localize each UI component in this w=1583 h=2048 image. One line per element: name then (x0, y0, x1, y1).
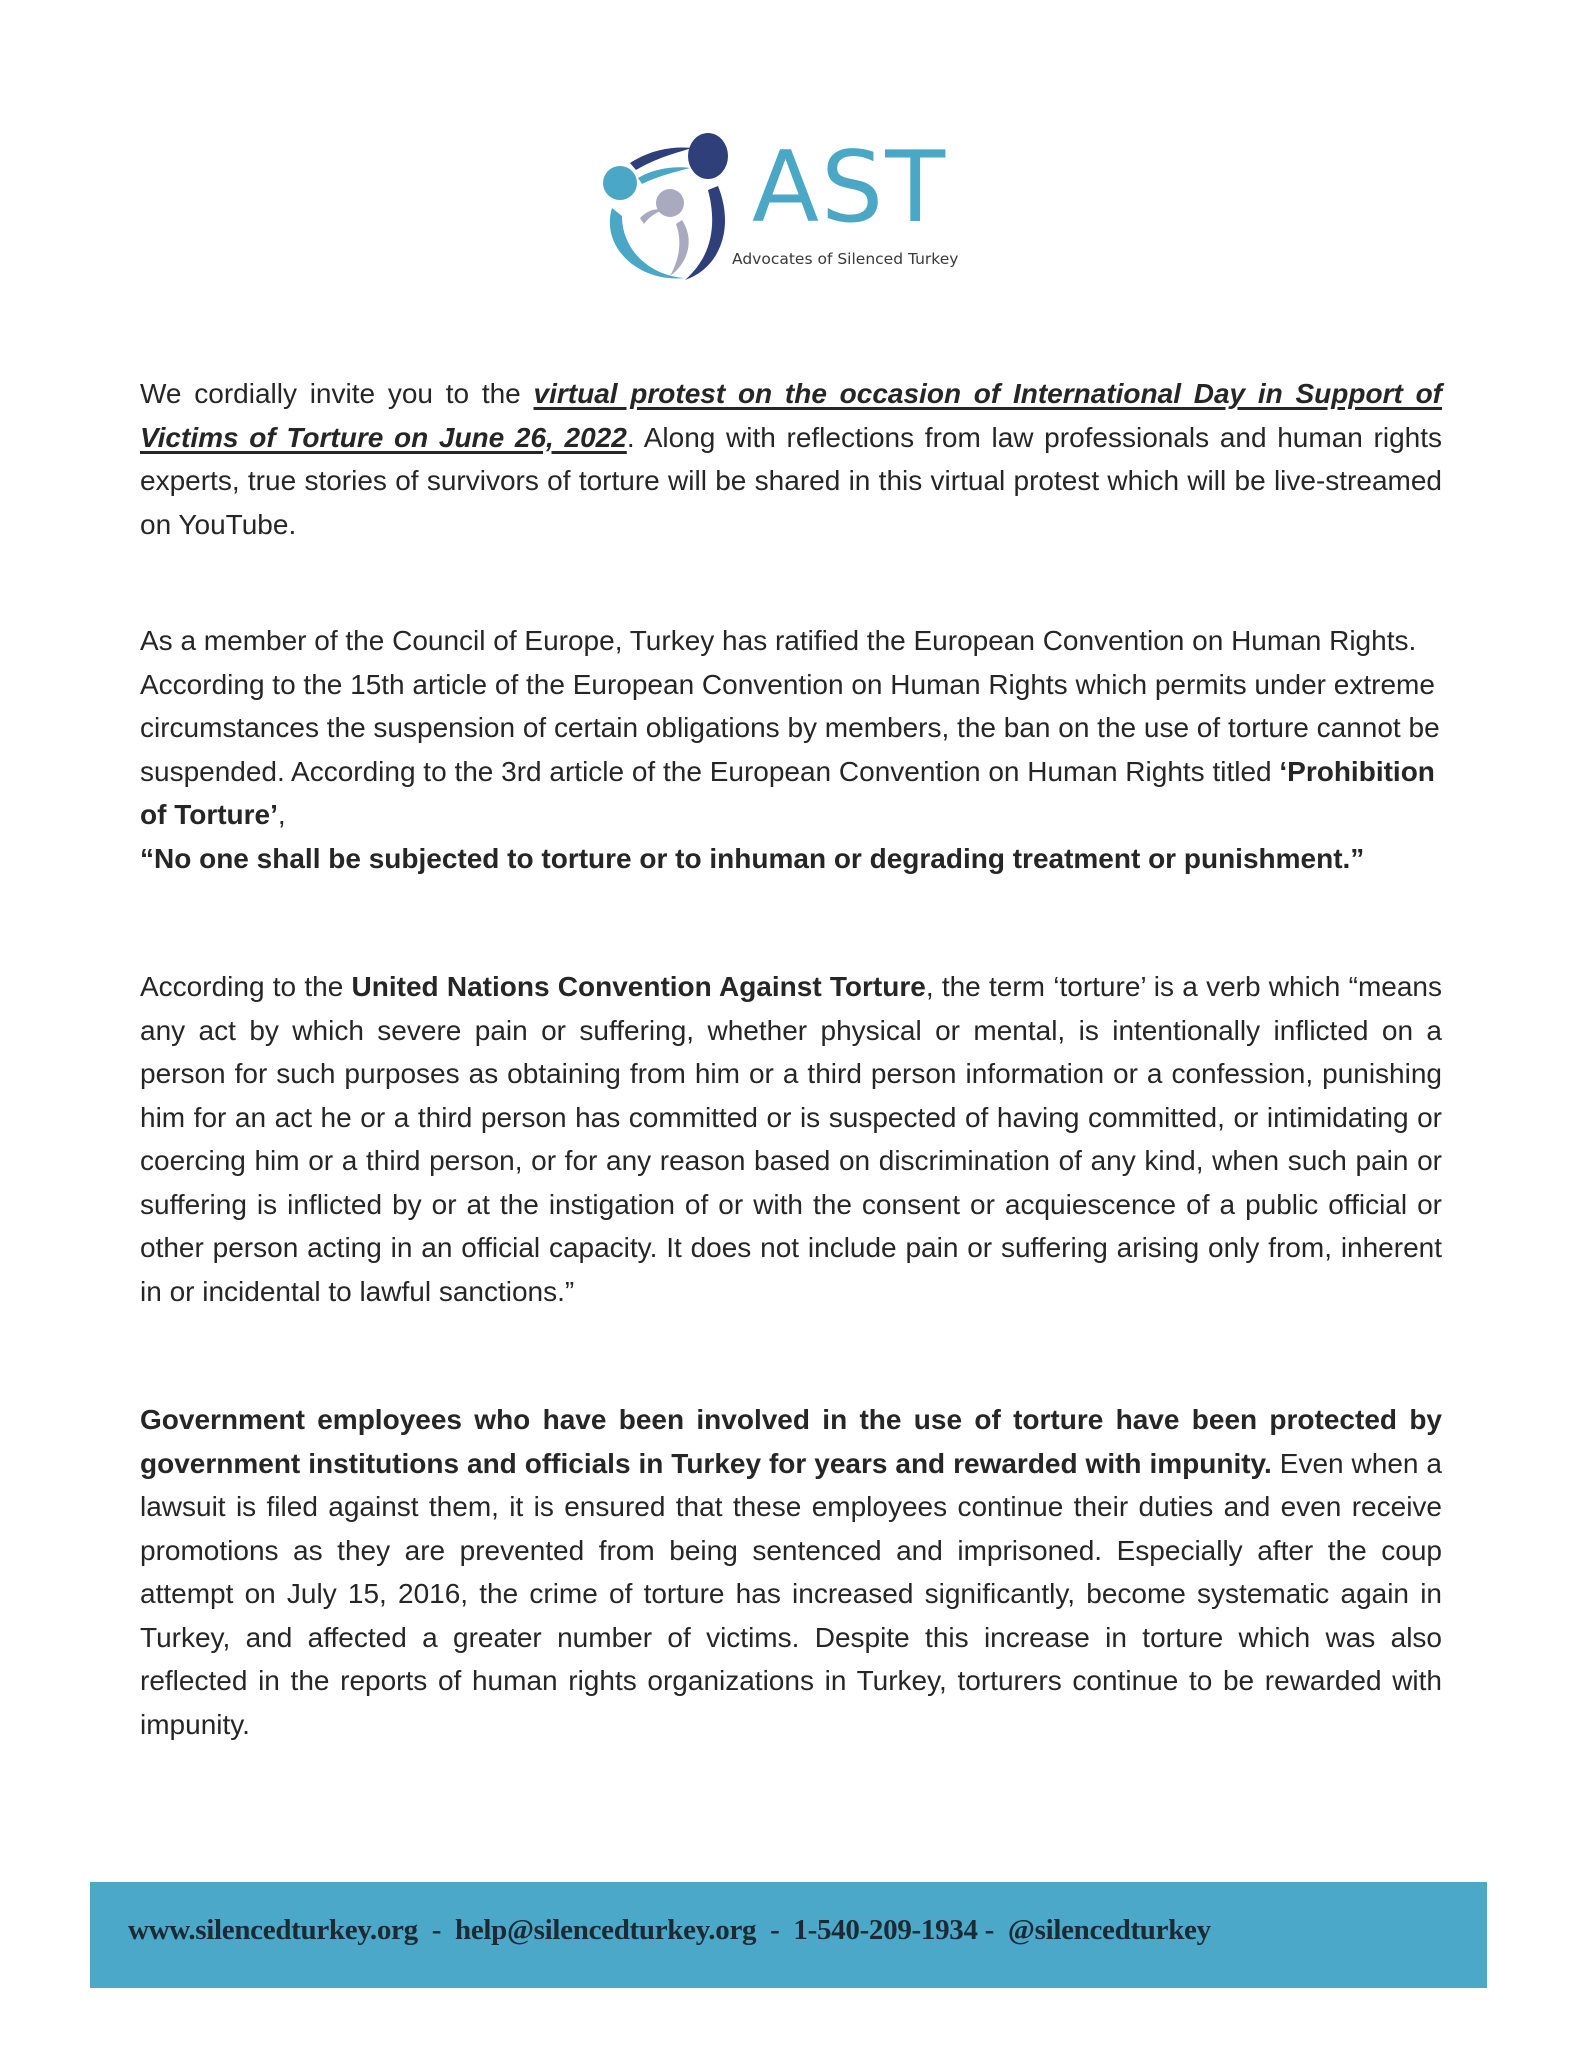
phone-number: 1-540-209-1934 (793, 1914, 978, 1946)
contact-line (128, 1914, 1211, 1947)
paragraph-text (140, 372, 1442, 546)
website-link[interactable]: www.silencedturkey.org (128, 1914, 418, 1946)
paragraph-lead: As a member of the Council of Europe, Turkey has ratified the European Convention on Human Rights. According to the 15th article of the European Convention on Human Rights which permits under extreme circumstances the suspension of certain obligations by members, the ban on the use of torture cannot be suspended. According to the 3rd article of the European Convention on Human Rights titled (140, 625, 1440, 787)
article-quote: “No one shall be subjected to torture or to inhuman or degrading treatment or punishment.” (140, 842, 1365, 874)
separator: - (417, 1914, 456, 1946)
article-title: ‘Prohibition of Torture’ (140, 755, 1435, 830)
email-link[interactable]: help@silencedturkey.org (455, 1914, 757, 1946)
paragraph-lead: According to the (140, 971, 352, 1002)
separator: - (977, 1914, 1008, 1946)
logo-tagline: Advocates of Silenced Turkey (732, 250, 959, 268)
contact-footer-band (90, 1882, 1487, 1988)
echr-paragraph (140, 619, 1442, 880)
invitation-paragraph (140, 372, 1442, 546)
paragraph-text (140, 965, 1442, 1313)
uncat-paragraph (140, 965, 1442, 1313)
social-handle[interactable]: @silencedturkey (1007, 1914, 1211, 1946)
logo-title: AST (752, 131, 948, 245)
paragraph-lead: We cordially invite you to the (140, 378, 534, 409)
ast-logo (600, 128, 1000, 288)
impunity-statement: Government employees who have been involved in the use of torture have been protected by government institutions and officials in Turkey for years and rewarded with impunity. (140, 1404, 1442, 1479)
convention-name: United Nations Convention Against Torture (351, 971, 926, 1002)
protest-event-link[interactable]: virtual protest on the occasion of International Day in Support of Victims of Torture on June 26, 2022 (140, 378, 1442, 453)
impunity-paragraph (140, 1398, 1442, 1746)
comma: , (277, 799, 286, 830)
people-circle-logo-icon (600, 128, 740, 283)
paragraph-text (140, 1398, 1442, 1746)
paragraph-rest: , the term ‘torture’ is a verb which “means any act by which severe pain or suffering, whether physical or mental, is intentionally inflicted on a person for such purposes as obtaining from him or a third person information or a confession, punishing him for an act he or a third person has committed or is suspected of having committed, or intimidating or coercing him or a third person, or for any reason based on discrimination of any kind, when such pain or suffering is inflicted by or at the instigation of or with the consent or acquiescence of a public official or other person acting in an official capacity. It does not include pain or suffering arising only from, inherent in or incidental to lawful sanctions.” (140, 971, 1442, 1307)
paragraph-rest: . Along with reflections from law professionals and human rights experts, true stories of survivors of torture will be shared in this virtual protest which will be live-streamed on YouTube. (140, 421, 1442, 540)
paragraph-rest: Even when a lawsuit is filed against them, it is ensured that these employees continue their duties and even receive promotions as they are prevented from being sentenced and imprisoned. Especially after the coup attempt on July 15, 2016, the crime of torture has increased significantly, become systematic again in Turkey, and affected a greater number of victims. Despite this increase in torture which was also reflected in the reports of human rights organizations in Turkey, torturers continue to be rewarded with impunity. (140, 1447, 1442, 1740)
separator: - (756, 1914, 794, 1946)
paragraph-text (140, 619, 1442, 880)
